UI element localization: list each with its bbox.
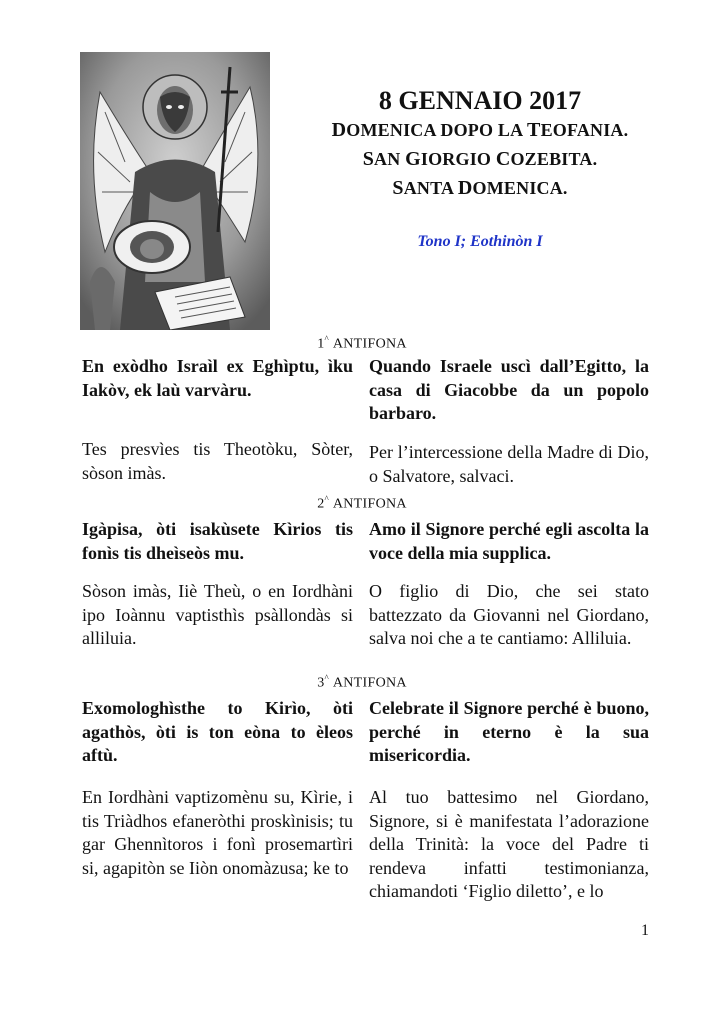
antiphon-1-verse-greek: En exòdho Israìl ex Eghìptu, ìku Iakòv, ek laù varvàru. (82, 356, 353, 400)
antiphon-2-refrain-italian: O figlio di Dio, che sei stato battezzato da Giovanni nel Giordano, salva noi che a te cantiamo: Alliluia. (369, 581, 649, 648)
antiphon-2-heading: 2^ ANTIFONA (317, 494, 407, 512)
antiphon-3-verse-greek: Exomologhìsthe to Kirìo, òti agathòs, òti is ton eòna to èleos aftù. (82, 698, 353, 765)
antiphon-1-refrain-greek: Tes presvìes tis Theotòku, Sòter, sòson imàs. (82, 439, 353, 483)
page-header (300, 86, 660, 251)
antiphon-2-refrain-greek: Sòson imàs, Iiè Theù, o en Iordhàni ipo Ioànnu vaptisthìs psàllondàs si alliluia. (82, 581, 353, 648)
antiphon-1-refrain-italian: Per l’intercessione della Madre di Dio, o Salvatore, salvaci. (369, 442, 649, 486)
antiphon-3-refrain-greek: En Iordhàni vaptizomènu su, Kìrie, i tis Triàdhos efaneròthi proskìnisis; tu gar Ghennìtoros i fonì prosemartìri si, agapitòn se Iiòn onomàzusa; ke to (82, 787, 353, 878)
antiphon-3-heading: 3^ ANTIFONA (317, 673, 407, 691)
antiphon-2-verse-italian: Amo il Signore perché egli ascolta la voce della mia supplica. (369, 519, 649, 563)
antiphon-3-refrain-italian: Al tuo battesimo nel Giordano, Signore, si è manifestata l’adorazione della Trinità: la voce del Padre ti rendeva infatti testimonianza, chiamandoti ‘Figlio diletto’, e lo (369, 787, 649, 901)
page-number: 1 (641, 922, 649, 939)
tone-subtitle: Tono I; Eothinòn I (417, 233, 543, 250)
antiphon-1-heading: 1^ ANTIFONA (317, 334, 407, 352)
icon-john-baptist-image (80, 52, 270, 330)
antiphon-3-verse-italian: Celebrate il Signore perché è buono, perché in eterno è la sua misericordia. (369, 698, 649, 765)
feast-line-1: DOMENICA DOPO LA TEOFANIA. (331, 119, 629, 141)
date-title: 8 GENNAIO 2017 (378, 86, 582, 115)
feast-line-3: SANTA DOMENICA. (392, 177, 568, 199)
antiphon-1-verse-italian: Quando Israele uscì dall’Egitto, la casa di Giacobbe da un popolo barbaro. (369, 356, 649, 423)
feast-line-2: SAN GIORGIO COZEBITA. (362, 148, 598, 170)
antiphon-2-verse-greek: Igàpisa, òti isakùsete Kìrios tis fonìs tis dheìseòs mu. (82, 519, 353, 563)
